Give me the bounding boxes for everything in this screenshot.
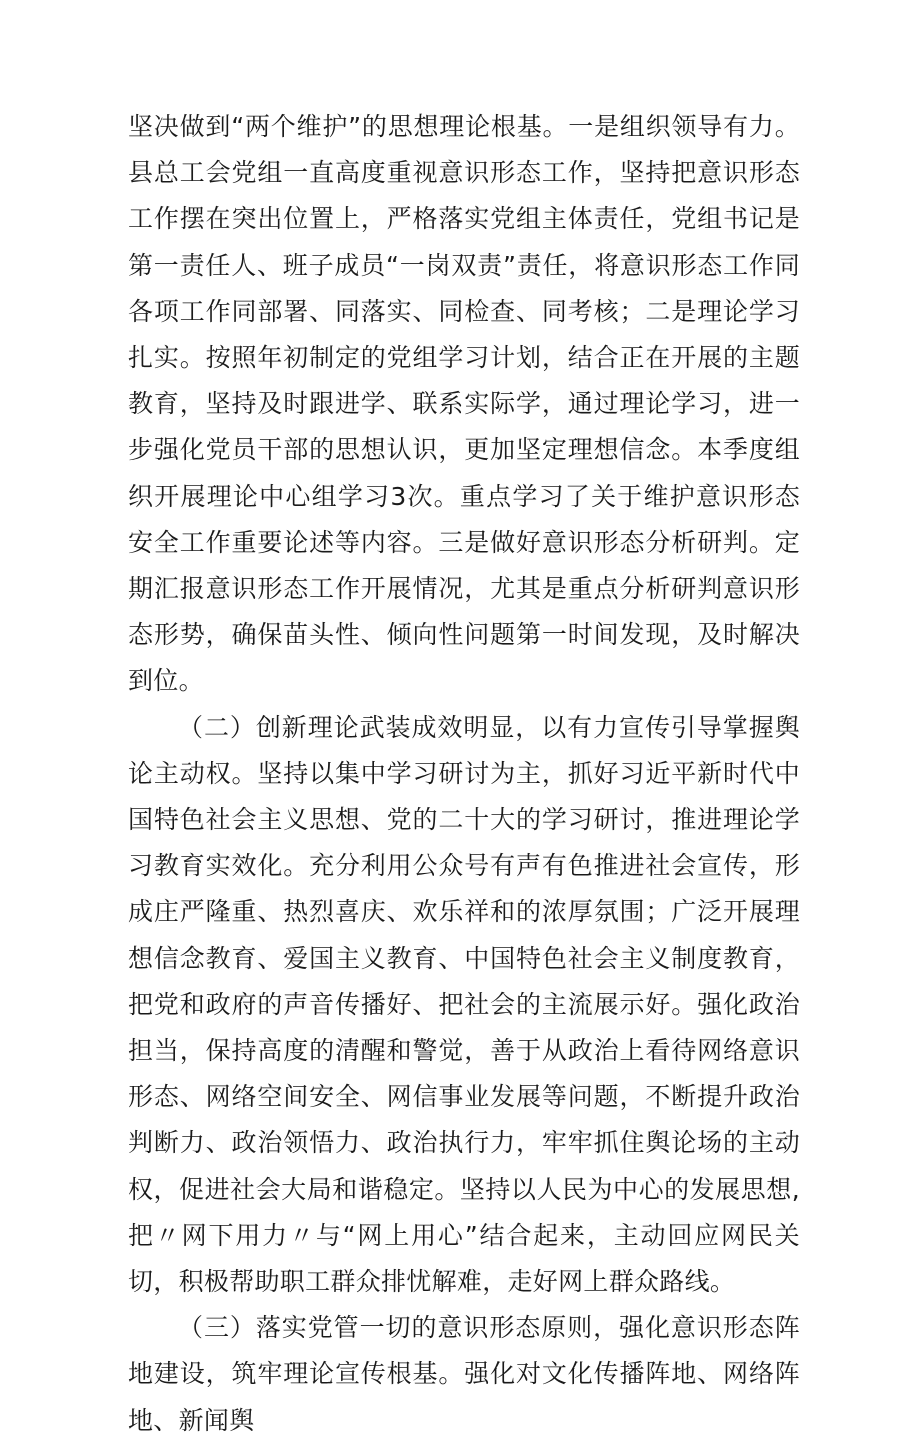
- paragraph-1: 坚决做到“两个维护”的思想理论根基。一是组织领导有力。县总工会党组一直高度重视意识形态工作，坚持把意识形态工作摆在突出位置上，严格落实党组主体责任，党组书记是第一责任人、班子成员“一岗双责”责任，将意识形态工作同各项工作同部署、同落实、同检查、同考核；二是理论学习扎实。按照年初制定的党组学习计划，结合正在开展的主题教育，坚持及时跟进学、联系实际学，通过理论学习，进一步强化党员干部的思想认识，更加坚定理想信念。本季度组织开展理论中心组学习3次。重点学习了关于维护意识形态安全工作重要论述等内容。三是做好意识形态分析研判。定期汇报意识形态工作开展情况，尤其是重点分析研判意识形态形势，确保苗头性、倾向性问题第一时间发现，及时解决到位。: [128, 112, 800, 696]
- paragraph-2: （二）创新理论武装成效明显，以有力宣传引导掌握舆论主动权。坚持以集中学习研讨为主，抓好习近平新时代中国特色社会主义思想、党的二十大的学习研讨，推进理论学习教育实效化。充分利用公众号有声有色推进社会宣传，形成庄严隆重、热烈喜庆、欢乐祥和的浓厚氛围；广泛开展理想信念教育、爱国主义教育、中国特色社会主义制度教育，把党和政府的声音传播好、把社会的主流展示好。强化政治担当，保持高度的清醒和警觉，善于从政治上看待网络意识形态、网络空间安全、网信事业发展等问题，不断提升政治判断力、政治领悟力、政治执行力，牢牢抓住舆论场的主动权，促进社会大局和谐稳定。坚持以人民为中心的发展思想,把〃网下用力〃与“网上用心”结合起来，主动回应网民关切，积极帮助职工群众排忧解难，走好网上群众路线。: [128, 712, 800, 1297]
- paragraph-3: （三）落实党管一切的意识形态原则，强化意识形态阵地建设，筑牢理论宣传根基。强化对文化传播阵地、网络阵地、新闻舆: [128, 1313, 800, 1435]
- document-body: [128, 104, 800, 1444]
